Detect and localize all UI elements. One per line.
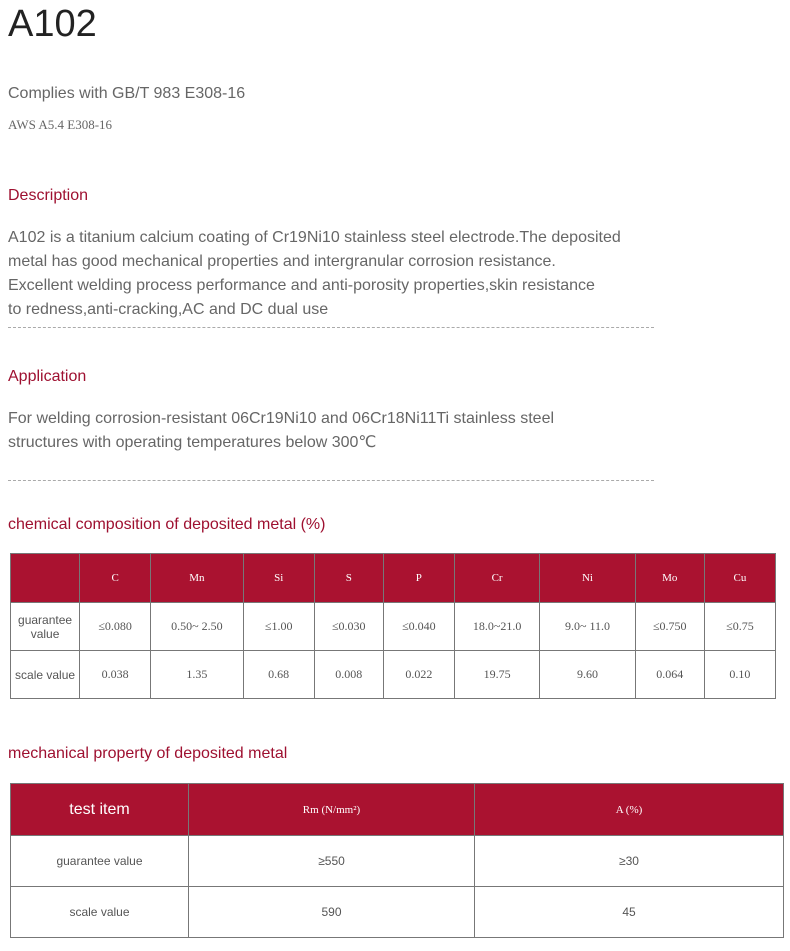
table-cell: ≤0.750 [635,603,704,651]
standard-aws: AWS A5.4 E308-16 [8,117,113,132]
mechanical-property-table [10,783,784,938]
table-cell: 9.60 [540,651,635,699]
table-header-cell: P [383,554,454,603]
table-header-cell [11,554,80,603]
application-line: For welding corrosion-resistant 06Cr19Ni10 and 06Cr18Ni11Ti stainless steel [8,410,555,427]
table-cell: 0.50~ 2.50 [151,603,243,651]
table-cell: ≤1.00 [243,603,314,651]
table-header-row [11,554,776,603]
table-cell: 0.064 [635,651,704,699]
table-cell: 9.0~ 11.0 [540,603,635,651]
table-cell: ≤0.75 [704,603,775,651]
table-cell: 0.038 [80,651,151,699]
description-line: metal has good mechanical properties and intergranular corrosion resistance. [8,253,556,270]
table-cell: ≤0.080 [80,603,151,651]
table-row [11,651,776,699]
row-label: scale value [11,887,189,938]
table-header-cell: test item [11,784,189,836]
table-cell: 0.008 [314,651,383,699]
table-header-cell: A (%) [475,784,784,836]
table-cell: 0.10 [704,651,775,699]
description-text [8,226,708,322]
description-line: A102 is a titanium calcium coating of Cr19Ni10 stainless steel electrode.The deposited [8,229,621,246]
table-row [11,887,784,938]
table-header-row [11,784,784,836]
row-label: guarantee value [11,836,189,887]
table-row [11,836,784,887]
description-line: to redness,anti-cracking,AC and DC dual use [8,301,329,318]
divider [8,480,654,481]
table-header-cell: C [80,554,151,603]
description-heading: Description [8,187,89,204]
standard-gb: Complies with GB/T 983 E308-16 [8,85,246,102]
chemical-heading: chemical composition of deposited metal (%) [8,516,326,533]
mechanical-heading: mechanical property of deposited metal [8,745,288,762]
description-line: Excellent welding process performance and anti-porosity properties,skin resistance [8,277,595,294]
table-cell: ≥550 [189,836,475,887]
row-label: scale value [11,651,80,699]
table-header-cell: Mo [635,554,704,603]
table-cell: 45 [475,887,784,938]
table-cell: ≥30 [475,836,784,887]
chemical-composition-table [10,553,776,699]
table-cell: 19.75 [454,651,539,699]
table-header-cell: Cu [704,554,775,603]
divider [8,327,654,328]
table-header-cell: Ni [540,554,635,603]
table-cell: 0.68 [243,651,314,699]
application-line: structures with operating temperatures below 300℃ [8,434,377,451]
table-cell: ≤0.040 [383,603,454,651]
table-row [11,603,776,651]
application-heading: Application [8,368,87,385]
row-label: guarantee value [11,603,80,651]
table-cell: 18.0~21.0 [454,603,539,651]
application-text [8,407,708,455]
table-header-cell: Cr [454,554,539,603]
table-header-cell: Mn [151,554,243,603]
table-header-cell: Si [243,554,314,603]
table-cell: 590 [189,887,475,938]
table-header-cell: Rm (N/mm²) [189,784,475,836]
table-header-cell: S [314,554,383,603]
table-cell: ≤0.030 [314,603,383,651]
table-cell: 1.35 [151,651,243,699]
table-cell: 0.022 [383,651,454,699]
page-title: A102 [8,3,97,45]
